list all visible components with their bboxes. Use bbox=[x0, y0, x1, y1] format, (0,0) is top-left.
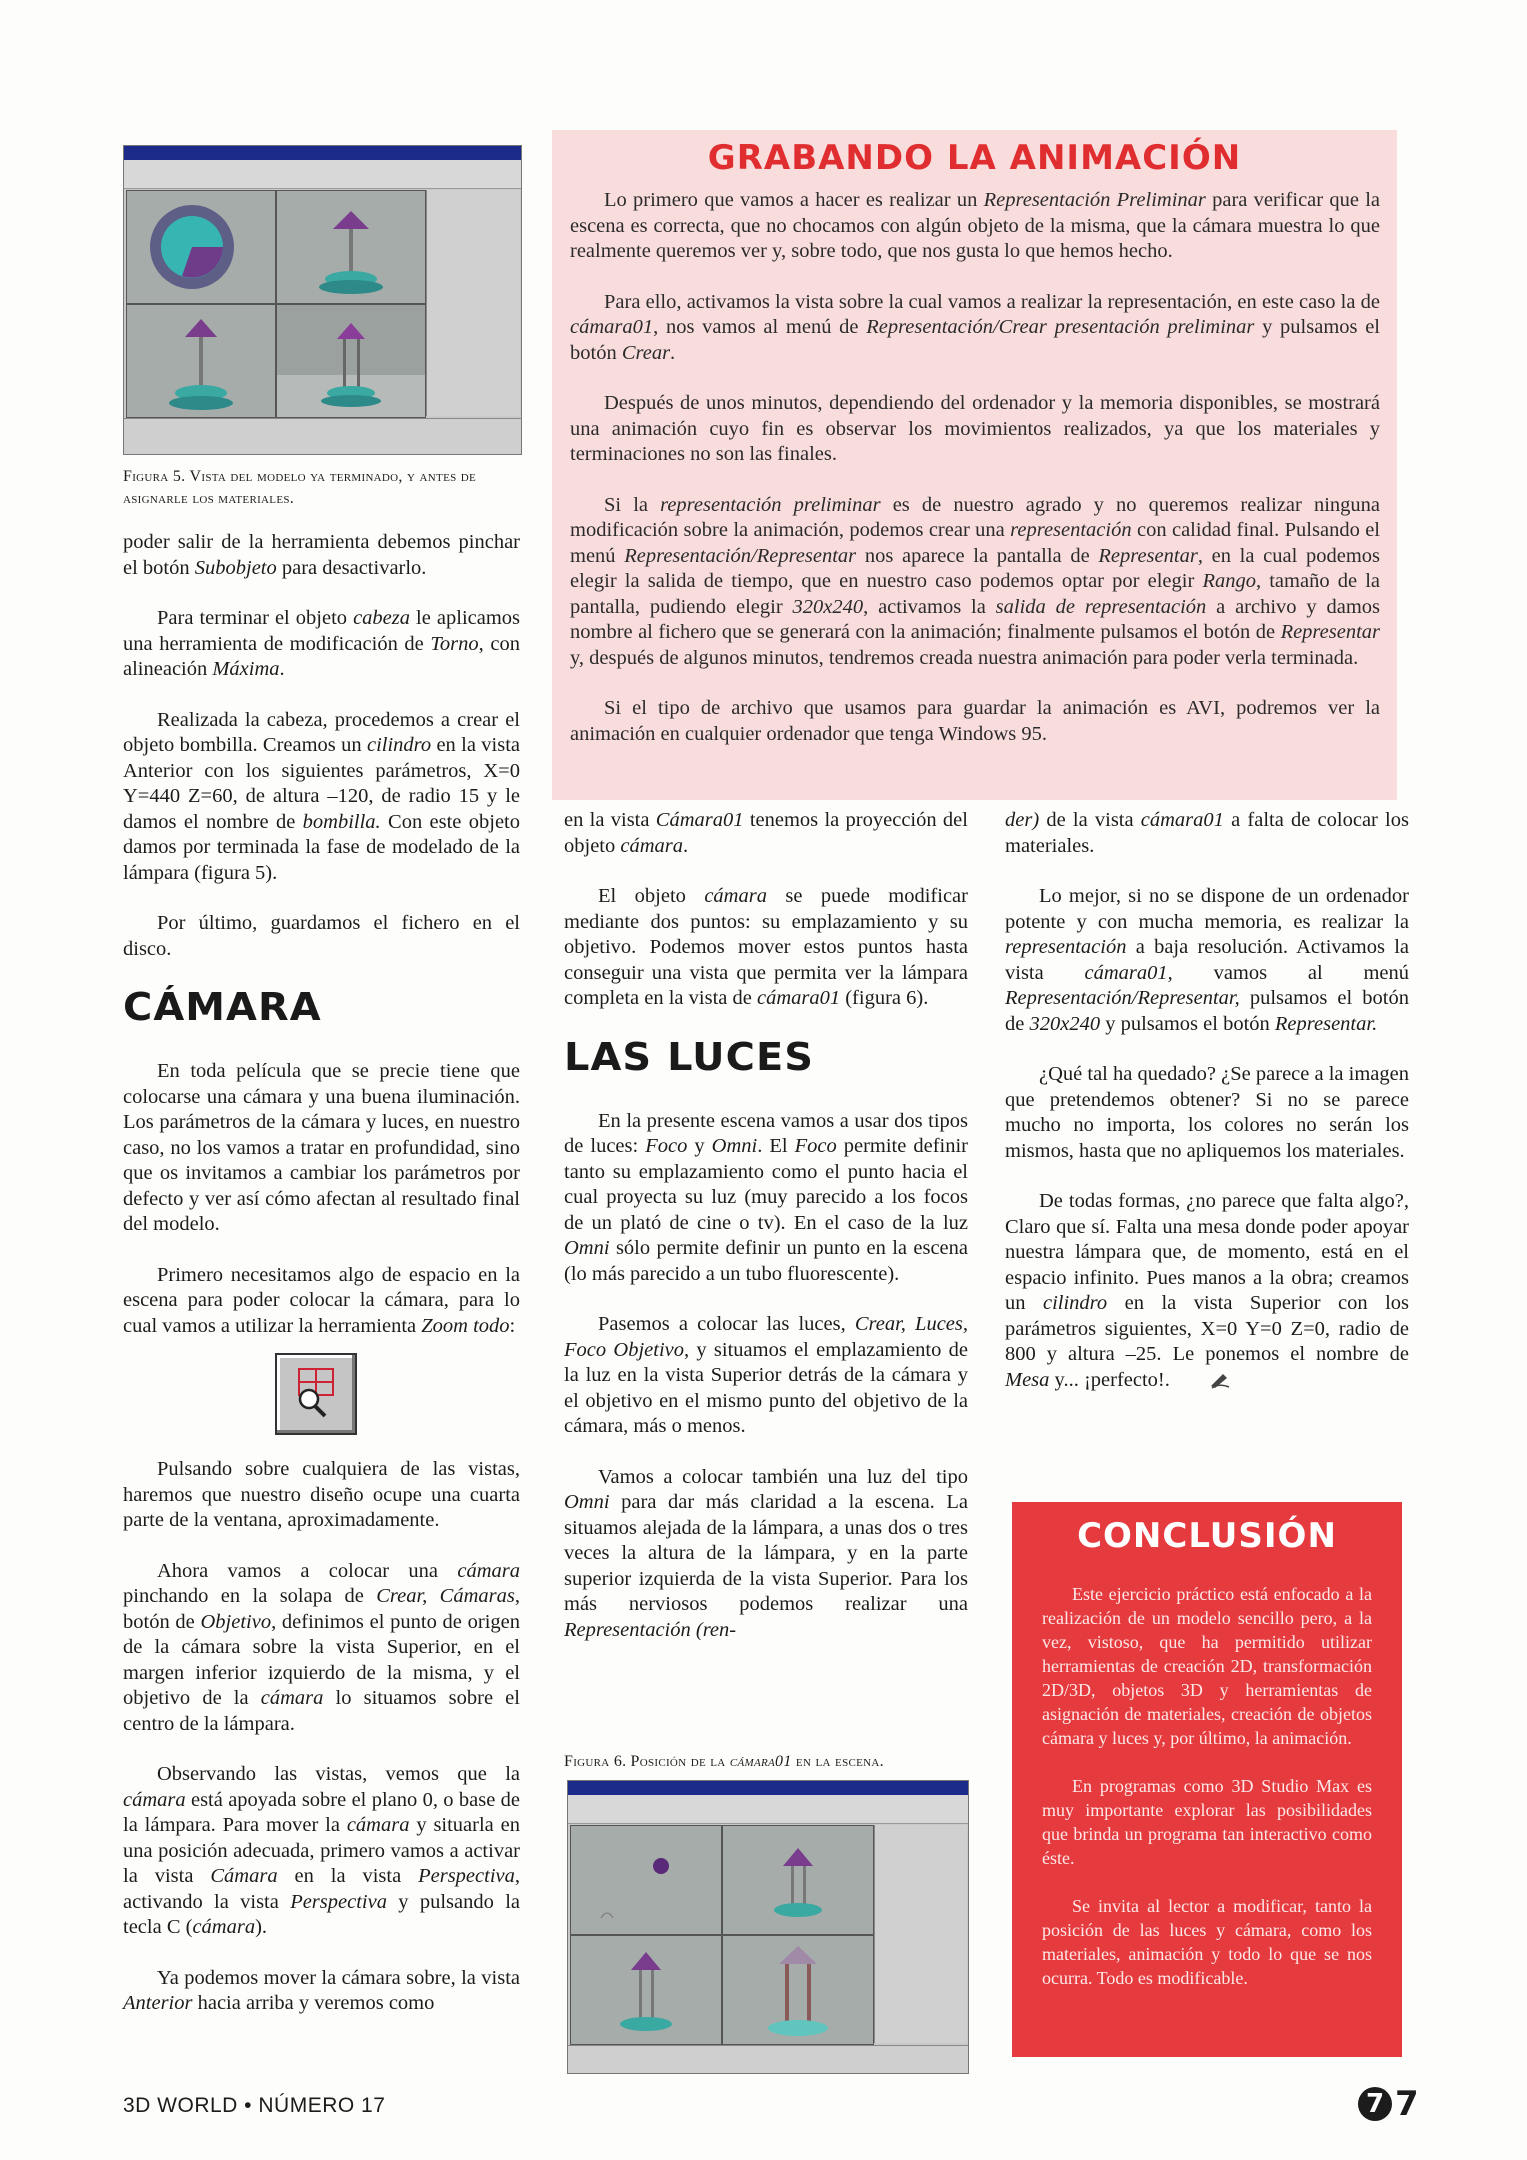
figure-5-caption bbox=[123, 466, 520, 510]
middle-paragraph: En la presente escena vamos a usar dos tipos de luces: Foco y Omni. El Foco permite definir tanto su emplazamiento como el punto hacia el cual proyecta su luz (muy parecido a los focos de un plató de cine o tv). En el caso de la luz Omni sólo permite definir un punto en la escena (lo más parecido a un tubo fluorescente). bbox=[564, 1109, 969, 1285]
middle-paragraph: Pasemos a colocar las luces, Crear, Luces, Foco Objetivo, y situamos el emplazamiento de la luz en la vista Superior detrás de la cámara y el objetivo en el mismo punto del objetivo de la cámara, más o menos. bbox=[564, 1313, 968, 1437]
grabando-title: GRABANDO LA ANIMACIÓN bbox=[707, 138, 1242, 178]
left-paragraph: En toda película que se precie tiene que colocarse una cámara y una buena iluminación. Los parámetros de la cámara y luces, en nuestro caso, no los vamos a tratar en profundidad, sino que os invitamos a cambiar los parámetros por defecto y ver así cómo afectan al resultado final del modelo. bbox=[123, 1060, 520, 1235]
heading-camara: CÁMARA bbox=[123, 985, 322, 1029]
conclusion-paragraph: Este ejercicio práctico está enfocado a la realización de un modelo sencillo pero, a la vez, vistoso, que ha permitido utilizar herramientas de creación 2D, transformación 2D/3D, objetos 3D y herramientas de asignación de materiales, creación de objetos cámara y luces y, por último, la animación. bbox=[1042, 1584, 1372, 1748]
left-paragraph: Primero necesitamos algo de espacio en la escena para poder colocar la cámara, para lo cual vamos a utilizar la herramienta Zoom todo: bbox=[123, 1263, 520, 1337]
middle-paragraph: El objeto cámara se puede modificar mediante dos puntos: su emplazamiento y su objetivo. Podemos mover estos puntos hasta conseguir una vista que permita ver la lámpara completa en la vista de cámara01 (figura 6). bbox=[564, 885, 968, 1009]
figure-6-screenshot bbox=[567, 1780, 969, 2074]
left-paragraph: Ahora vamos a colocar una cámara pinchando en la solapa de Crear, Cámaras, botón de Objetivo, definimos el punto de origen de la cámara sobre la vista Superior, en el margen inferior izquierdo de la misma, y el objetivo de la cámara lo situamos sobre el centro de la lámpara. bbox=[123, 1559, 520, 1735]
left-paragraph: Pulsando sobre cualquiera de las vistas, haremos que nuestro diseño ocupe una cuarta parte de la ventana, aproximadamente. bbox=[123, 1458, 520, 1531]
left-paragraph: Por último, guardamos el fichero en el disco. bbox=[123, 912, 520, 960]
pencil-signature-icon bbox=[1175, 1371, 1231, 1397]
figure-5-screenshot bbox=[123, 145, 522, 455]
right-paragraph: ¿Qué tal ha quedado? ¿Se parece a la imagen que pretendemos obtener? Si no se parece mucho no importa, los colores no serán los mismos, hasta que no apliquemos los materiales. bbox=[1005, 1063, 1409, 1162]
grabando-paragraph: Para ello, activamos la vista sobre la cual vamos a realizar la representación, en este caso la de cámara01, nos vamos al menú de Representación/Crear presentación preliminar y pulsamos el botón Crear. bbox=[570, 290, 1380, 364]
right-paragraph: De todas formas, ¿no parece que falta algo?, Claro que sí. Falta una mesa donde poder apoyar nuestra lámpara que, de momento, está en el espacio infinito. Pues manos a la obra; creamos un cilindro en la vista Superior con los parámetros siguientes, X=0 Y=0 Z=0, radio de 800 y altura –25. Le ponemos el nombre de Mesa y... ¡perfecto!. bbox=[1005, 1189, 1409, 1396]
grabando-paragraph: Si el tipo de archivo que usamos para guardar la animación es AVI, podremos ver la animación en cualquier ordenador que tenga Windows 95. bbox=[570, 697, 1380, 745]
middle-paragraph: Vamos a colocar también una luz del tipo Omni para dar más claridad a la escena. La situamos alejada de la lámpara, a unas dos o tres veces la altura de la lámpara, y en la parte superior izquierda de la vista Superior. Para los más nerviosos podemos realizar una Representación (ren- bbox=[564, 1465, 968, 1641]
page-number-circle-icon: 7 bbox=[1358, 2087, 1392, 2121]
middle-paragraph: en la vista Cámara01 tenemos la proyección del objeto cámara. bbox=[564, 809, 968, 857]
zoom-all-icon bbox=[275, 1353, 357, 1435]
grabando-paragraph: Si la representación preliminar es de nuestro agrado y no queremos realizar ninguna modificación sobre la animación, podemos crear una representación con calidad final. Pulsando el menú Representación/Representar nos aparece la pantalla de Representar, en la cual podemos elegir la salida de tiempo, que en nuestro caso podemos optar por elegir Rango, tamaño de la pantalla, pudiendo elegir 320x240, activamos la salida de representación a archivo y damos nombre al fichero que se generará con la animación; finalmente pulsamos el botón de Representar y, después de algunos minutos, tendremos creada nuestra animación para poder verla terminada. bbox=[570, 493, 1381, 669]
grabando-paragraph: Lo primero que vamos a hacer es realizar un Representación Preliminar para verificar que la escena es correcta, que no chocamos con algún objeto de la misma, que la cámara muestra lo que realmente queremos ver y, sobre todo, que nos gusta lo que hemos hecho. bbox=[570, 189, 1381, 262]
figure-6-caption: Figura 6. Posición de la cámara01 en la escena. bbox=[564, 1753, 884, 1770]
left-paragraph: Ya podemos mover la cámara sobre, la vista Anterior hacia arriba y veremos como bbox=[123, 1966, 520, 2014]
figure-6-label: Figura 6. bbox=[564, 1753, 627, 1770]
grabando-body bbox=[570, 188, 1380, 772]
conclusion-paragraph: Se invita al lector a modificar, tanto la posición de las luces y cámara, como los materiales, animación y todo lo que se nos ocurra. Todo es modificable. bbox=[1042, 1896, 1372, 1988]
conclusion-title: CONCLUSIÓN bbox=[1077, 1516, 1337, 1556]
page-number: 7 7 bbox=[1358, 2084, 1419, 2124]
conclusion-box bbox=[1012, 1502, 1402, 2057]
left-column bbox=[123, 530, 520, 2042]
right-paragraph: der) de la vista cámara01 a falta de colocar los materiales. bbox=[1005, 809, 1409, 857]
conclusion-paragraph: En programas como 3D Studio Max es muy importante explorar las posibilidades que brinda un programa tan interactivo como éste. bbox=[1042, 1776, 1372, 1868]
footer-magazine: 3D WORLD • NÚMERO 17 bbox=[123, 2094, 386, 2117]
grabando-box bbox=[552, 130, 1397, 800]
conclusion-body bbox=[1042, 1582, 1372, 2014]
right-paragraph: Lo mejor, si no se dispone de un ordenador potente y con mucha memoria, es realizar la representación a baja resolución. Activamos la vista cámara01, vamos al menú Representación/Representar, pulsamos el botón de 320x240 y pulsamos el botón Representar. bbox=[1005, 885, 1409, 1035]
right-column bbox=[1005, 808, 1409, 1421]
figure-5-caption-text: Vista del modelo ya terminado, y antes de asignarle los materiales. bbox=[123, 468, 477, 507]
grabando-paragraph: Después de unos minutos, dependiendo del ordenador y la memoria disponibles, se mostrará una animación cuyo fin es observar los movimientos realizados, ya que los materiales y terminaciones no son las finales. bbox=[570, 392, 1380, 465]
heading-las-luces: LAS LUCES bbox=[564, 1034, 815, 1079]
middle-column bbox=[564, 808, 968, 1668]
left-paragraph: Realizada la cabeza, procedemos a crear el objeto bombilla. Creamos un cilindro en la vista Anterior con los siguientes parámetros, X=0 Y=440 Z=60, de altura –120, de radio 15 y le damos el nombre de bombilla. Con este objeto damos por terminada la fase de modelado de la lámpara (figura 5). bbox=[123, 708, 520, 884]
left-paragraph: poder salir de la herramienta debemos pinchar el botón Subobjeto para desactivarlo. bbox=[123, 531, 520, 579]
left-paragraph: Observando las vistas, vemos que la cámara está apoyada sobre el plano 0, o base de la lámpara. Para mover la cámara y situarla en una posición adecuada, primero vamos a activar la vista Cámara en la vista Perspectiva, activando la vista Perspectiva y pulsando la tecla C (cámara). bbox=[123, 1763, 520, 1938]
figure-5-label: Figura 5. bbox=[123, 468, 186, 485]
left-paragraph: Para terminar el objeto cabeza le aplicamos una herramienta de modificación de Torno, con alineación Máxima. bbox=[123, 607, 521, 680]
